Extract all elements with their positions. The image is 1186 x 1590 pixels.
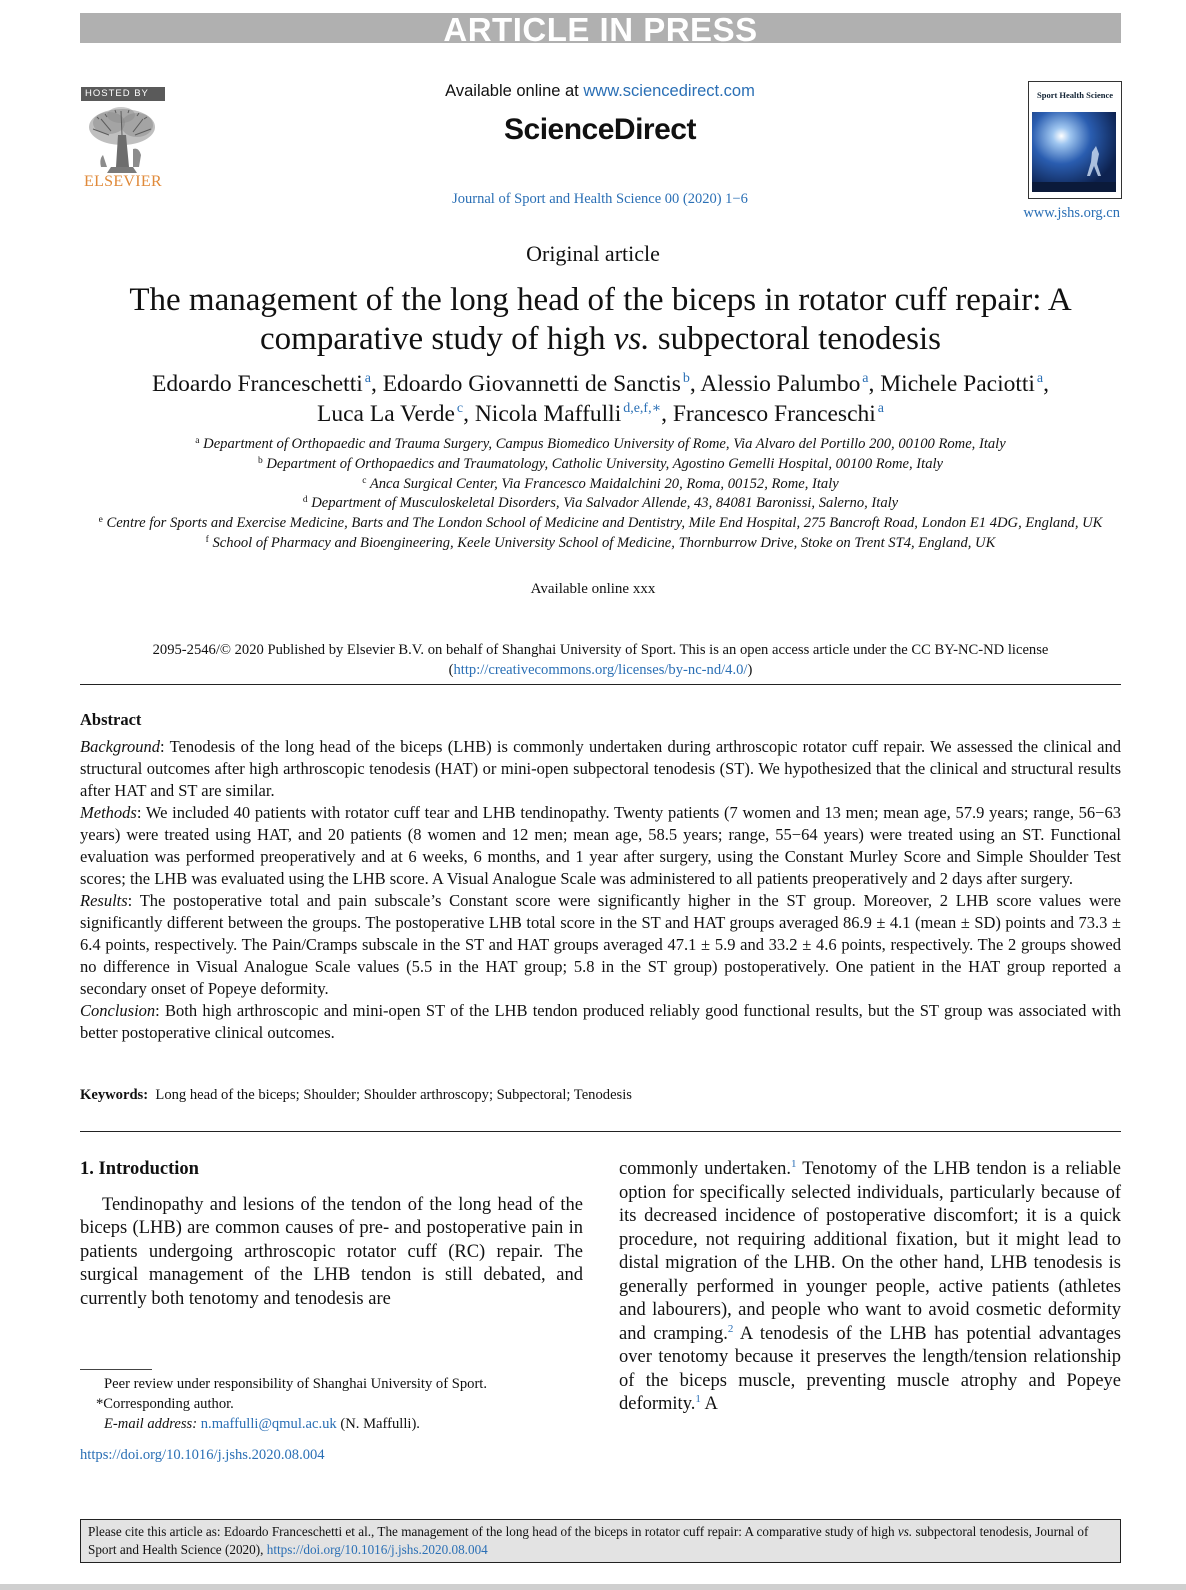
abstract-text: : We included 40 patients with rotator cuff tear and LHB tendinopathy. Twenty patients (7 women and 13 men; mean age, 57.9 years; range, 56−63 years) were treated using HAT, and 20 patients (8 women and 12 men; mean age, 58.5 years; range, 55−64 years) were treated using an ST. Functional evaluation was performed preoperatively and at 6 weeks, 6 months, and 1 year after surgery, using the Constant Murley Score and Simple Shoulder Test scores; the LHB was evaluated using the LHB score. A Visual Analogue Scale was administered to all patients preoperatively and 2 days after surgery. (80, 803, 1121, 888)
body-left-column (80, 1158, 583, 1311)
page-bottom-band (0, 1584, 1186, 1590)
sciencedirect-logo[interactable]: ScienceDirect (504, 113, 696, 146)
abstract-label: Conclusion (80, 1001, 156, 1020)
title-text-1: The management of the long head of the biceps in rotator cuff repair: A comparative study of high (129, 282, 1072, 357)
keywords (80, 1087, 632, 1104)
license-link-line (80, 660, 1121, 680)
abstract-paragraph (80, 890, 1121, 1000)
available-online-date: Available online xxx (530, 581, 656, 597)
author-affil-ref[interactable]: a (364, 371, 371, 386)
author-name: Nicola Maffulli (474, 401, 622, 427)
body-paragraph: Tendinopathy and lesions of the tendon of the long head of the biceps (LHB) are common causes of pre- and postoperative pain in patients undergoing arthroscopic rotator cuff (RC) repair. The surgical management of the LHB tendon is still debated, and currently both tenotomy and tenodesis are (80, 1194, 583, 1309)
email-note (80, 1414, 583, 1434)
abstract-text: : Both high arthroscopic and mini-open ST of the LHB tendon produced reliably good functional results, but the ST group was associated with better postoperative clinical outcomes. (80, 1001, 1121, 1042)
author-name: Alessio Palumbo (700, 371, 861, 397)
affiliation-text: Department of Musculoskeletal Disorders, Via Salvador Allende, 43, 84081 Baronissi, Salerno, Italy (311, 495, 899, 512)
abstract-text: : Tenodesis of the long head of the biceps (LHB) is commonly undertaken during arthroscopic rotator cuff repair. We assessed the clinical and structural outcomes after high arthroscopic tenodesis (HAT) or mini-open subpectoral tenodesis (ST). We hypothesized that the clinical and structural results after HAT and ST are similar. (80, 737, 1121, 800)
affiliation-label: e (98, 515, 103, 526)
author (383, 371, 701, 397)
affiliation (80, 494, 1121, 514)
abstract-text: : The postoperative total and pain subscale’s Constant score were significantly higher in the ST group. Moreover, 2 LHB score values were significantly different between the groups. The postoperative LHB total score in the ST and HAT groups averaged 86.9 ± 4.1 (mean ± SD) points and 73.3 ± 6.4 points, respectively. The Pain/Cramps subscale in the ST and HAT groups averaged 47.1 ± 5.9 and 33.2 ± 4.6 points, respectively. The 2 groups showed no difference in Visual Analogue Scale values (5.5 in the HAT group; 5.8 in the ST group) postoperatively. One patient in the HAT group reported a secondary onset of Popeye deformity. (80, 891, 1121, 998)
journal-website-link[interactable]: www.jshs.org.cn (1023, 205, 1120, 221)
body-text: A (700, 1394, 718, 1414)
abstract-paragraph (80, 1000, 1121, 1044)
abstract-paragraph (80, 736, 1121, 802)
author-name: Luca La Verde (317, 401, 455, 427)
author-list (80, 369, 1121, 429)
email-suffix: (N. Maffulli). (336, 1416, 420, 1432)
body-text: A tenodesis of the LHB has potential advantages over tenotomy because it preserves the length/tension relationship of the biceps muscle, preventing muscle atrophy and Popeye deformity. (619, 1323, 1122, 1414)
affiliation (80, 475, 1121, 495)
keywords-label: Keywords: (80, 1087, 149, 1103)
citation-doi-link[interactable]: https://doi.org/10.1016/j.jshs.2020.08.004 (266, 1542, 488, 1557)
affiliation (80, 534, 1121, 554)
citation-text: subpectoral tenodesis, Journal of Sport and Health Science (2020), (88, 1524, 1089, 1557)
corresponding-author-note: *Corresponding author. (96, 1396, 234, 1412)
author-affil-ref[interactable]: a (862, 371, 869, 386)
body-text: Tenotomy of the LHB tendon is a reliable option for specifically selected individuals, particularly because of its decreased incidence of postoperative discomfort; it is a quick procedure, not requiring additional fixation, but it might lead to distal migration of the LHB. On the other hand, LHB tenodesis is generally performed in younger people, active patients (athletes and labourers), and people who want to avoid cosmetic deformity and cramping. (619, 1159, 1121, 1344)
footnote-divider (80, 1369, 152, 1370)
reference-link[interactable]: 1 (791, 1158, 797, 1170)
license-paren: ( (448, 662, 454, 678)
affiliation-text: Centre for Sports and Exercise Medicine, Barts and The London School of Medicine and Dentistry, Mile End Hospital, 275 Bancroft Road, London E1 4DG, England, UK (106, 515, 1103, 532)
affiliation (80, 455, 1121, 475)
author (673, 401, 884, 427)
journal-cover-image (1032, 112, 1116, 192)
author-sep: , (661, 401, 673, 427)
available-prefix: Available online at (445, 82, 584, 100)
author (475, 401, 673, 427)
author-affil-ref[interactable]: c (456, 401, 464, 416)
elsevier-tree-icon (81, 105, 163, 175)
affiliation (80, 435, 1121, 455)
abstract-heading: Abstract (80, 710, 142, 729)
email-link[interactable]: n.maffulli@qmul.ac.uk (200, 1416, 337, 1432)
author-name: Edoardo Franceschetti (152, 371, 363, 397)
author-name: Francesco Franceschi (672, 401, 876, 427)
author (880, 371, 1049, 397)
sciencedirect-link[interactable]: www.sciencedirect.com (583, 82, 755, 100)
elsevier-logo[interactable] (81, 87, 165, 191)
abstract-body (80, 736, 1121, 1044)
author (152, 371, 383, 397)
article-title (80, 281, 1121, 359)
email-label: E-mail address: (104, 1416, 198, 1432)
reference-link[interactable]: 2 (727, 1322, 734, 1335)
affiliation-label: a (195, 436, 200, 446)
license-paren: ) (747, 662, 753, 678)
license-text: 2095-2546/© 2020 Published by Elsevier B.V. on behalf of Shanghai University of Sport. This is an open access article under the CC BY-NC-ND license (152, 642, 1049, 658)
citation-text: Please cite this article as: Edoardo Franceschetti et al., The management of the long head of the biceps in rotator cuff repair: A comparative study of high (88, 1524, 898, 1539)
body-right-column (619, 1158, 1121, 1417)
affiliation-label: f (205, 534, 209, 545)
license-statement (80, 640, 1121, 680)
author-name: Michele Paciotti (880, 371, 1035, 397)
affiliation-text: School of Pharmacy and Bioengineering, Keele University School of Medicine, Thornburrow Drive, Stoke on Trent ST4, England, UK (212, 534, 996, 551)
hosted-by-label: HOSTED BY (81, 87, 165, 101)
reference-link[interactable]: 1 (695, 1393, 701, 1405)
author (317, 401, 475, 427)
author-sep: , (1043, 371, 1049, 397)
citation-vs: vs. (897, 1524, 913, 1539)
affiliation-text: Department of Orthopaedic and Trauma Surgery, Campus Biomedico University of Rome, Via Alvaro del Portillo 200, 00100 Rome, Italy (203, 436, 1006, 452)
keywords-list: Long head of the biceps; Shoulder; Shoulder arthroscopy; Subpectoral; Tenodesis (155, 1087, 632, 1103)
journal-citation-line[interactable]: Journal of Sport and Health Science 00 (2020) 1−6 (452, 191, 748, 207)
elsevier-wordmark: ELSEVIER (84, 173, 162, 190)
affiliations (80, 435, 1121, 554)
affiliation-text: Anca Surgical Center, Via Francesco Maidalchini 20, Roma, 00152, Rome, Italy (369, 475, 839, 492)
affiliation-label: b (257, 455, 263, 466)
author-sep: , (868, 371, 881, 397)
body-text: commonly undertaken. (619, 1159, 792, 1179)
article-in-press-banner: ARTICLE IN PRESS (80, 13, 1121, 43)
author-sep: , (370, 371, 383, 397)
peer-review-note: Peer review under responsibility of Shanghai University of Sport. (104, 1376, 488, 1392)
author-affil-ref[interactable]: b (682, 371, 690, 386)
author-affil-ref[interactable]: a (877, 401, 884, 416)
divider (80, 684, 1121, 685)
doi-link[interactable]: https://doi.org/10.1016/j.jshs.2020.08.004 (80, 1447, 325, 1463)
abstract-label: Background (80, 737, 161, 756)
affiliation-label: c (362, 475, 367, 486)
journal-cover[interactable] (1028, 81, 1122, 199)
license-link[interactable]: http://creativecommons.org/licenses/by-nc-nd/4.0/ (453, 662, 748, 678)
body-paragraph (619, 1158, 1121, 1417)
abstract-label: Methods (80, 803, 137, 822)
title-vs: vs. (613, 321, 650, 357)
footnotes (80, 1374, 583, 1434)
abstract-paragraph (80, 802, 1121, 890)
title-text-2: subpectoral tenodesis (649, 321, 941, 357)
abstract-label: Results (80, 891, 128, 910)
article-type: Original article (526, 241, 660, 266)
author-affil-ref[interactable]: d,e,f,∗ (623, 401, 662, 416)
affiliation-text: Department of Orthopaedics and Traumatology, Catholic University, Agostino Gemelli Hospital, 00100 Rome, Italy (266, 455, 944, 472)
citation-box (80, 1519, 1121, 1563)
author (700, 371, 880, 397)
section-heading: 1. Introduction (80, 1159, 199, 1179)
affiliation (80, 514, 1121, 534)
author-sep: , (689, 371, 701, 397)
divider (80, 1131, 1121, 1132)
author-name: Edoardo Giovannetti de Sanctis (382, 371, 681, 397)
journal-cover-title: Sport Health Science (1036, 90, 1114, 100)
available-online-line (300, 82, 900, 101)
affiliation-label: d (302, 495, 308, 506)
author-sep: , (463, 401, 475, 427)
author-affil-ref[interactable]: a (1036, 371, 1044, 386)
